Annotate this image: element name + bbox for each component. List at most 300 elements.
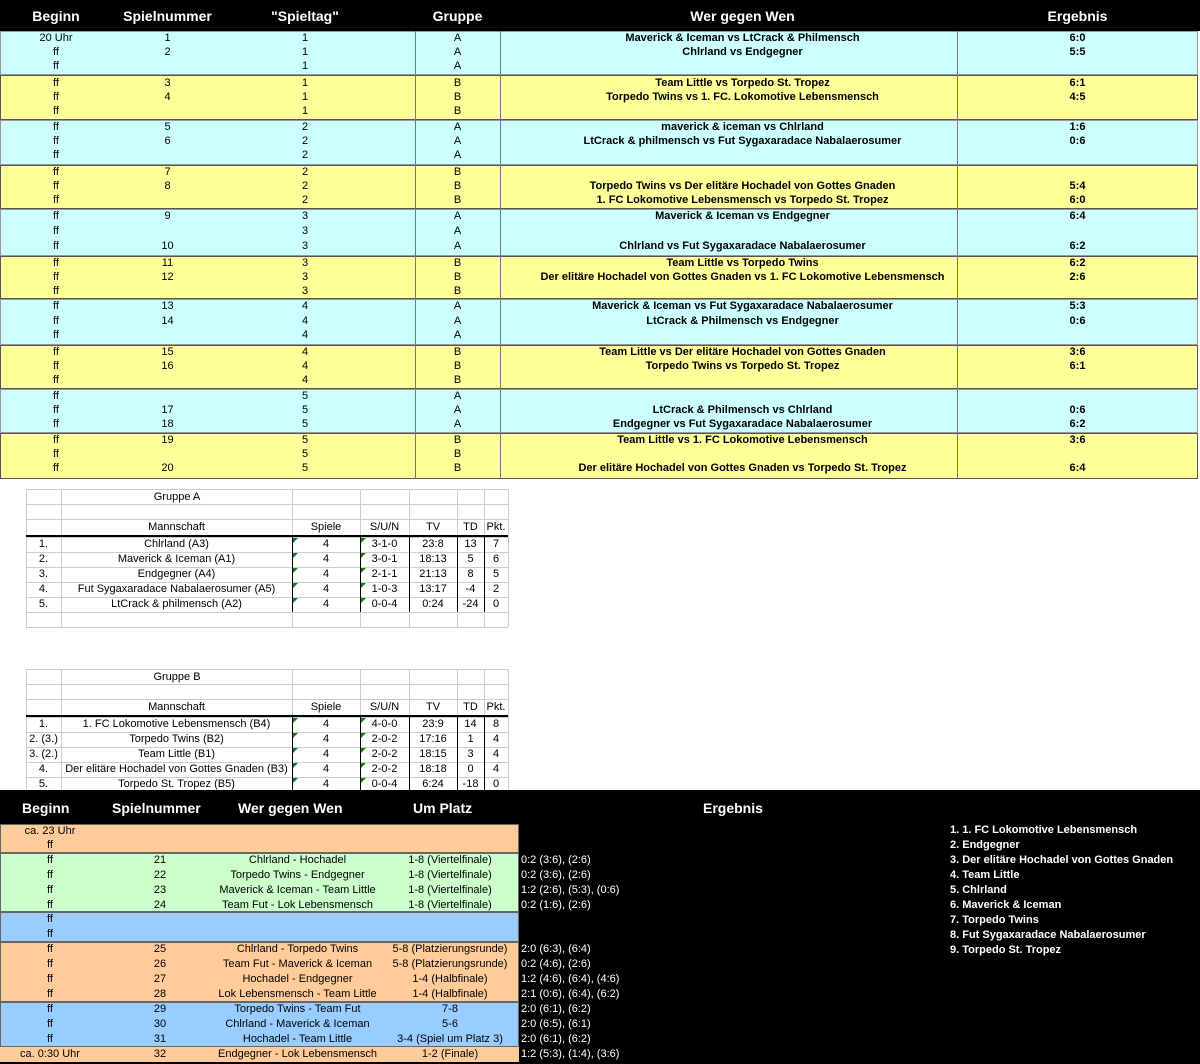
cell-beginn: ff (53, 300, 59, 312)
cell-spieltag: 1 (301, 77, 309, 89)
cell-beginn: ff (53, 180, 59, 192)
cell-matchup: LtCrack & Philmensch vs Chlrland (652, 404, 833, 416)
cell-spieltag: 5 (301, 434, 309, 446)
cell-gruppe: A (453, 418, 462, 430)
po-header-ergebnis: Ergebnis (703, 800, 763, 816)
standings-cell: Maverick & Iceman (A1) (117, 553, 236, 565)
standings-cell: 4 (492, 733, 500, 745)
cell-ergebnis: 3:6 (1069, 434, 1086, 446)
standings-cell: 4 (322, 568, 330, 580)
cell-matchup: 1. FC Lokomotive Lebensmensch vs Torpedo St. Tropez (596, 194, 889, 206)
po-header-platz: Um Platz (413, 800, 473, 816)
cell-spielnummer: 7 (164, 166, 171, 178)
standings-cell: 4 (322, 718, 330, 730)
standings-cell: 6:24 (422, 778, 444, 790)
cell-spielnummer: 16 (161, 360, 174, 372)
cell-spielnummer: 11 (161, 257, 174, 269)
playoff-result: 2:0 (6:1), (6:2) (521, 1003, 591, 1015)
cell-matchup: Chlrland vs Endgegner (682, 46, 803, 58)
playoff-result: 2:1 (0:6), (6:4), (6:2) (521, 988, 620, 1000)
cell-beginn: ff (47, 973, 53, 985)
schedule-row (0, 59, 1200, 74)
cell-spieltag: 3 (301, 210, 309, 222)
cell-matchup: Torpedo Twins vs 1. FC. Lokomotive Lebensmensch (606, 91, 879, 103)
cell-beginn: ff (53, 240, 59, 252)
standings-cell: Der elitäre Hochadel von Gottes Gnaden (B3) (65, 763, 288, 775)
cell-spieltag: 4 (301, 360, 309, 372)
cell-matchup: LtCrack & philmensch vs Fut Sygaxaradace Nabalaerosumer (583, 135, 902, 147)
standings-cell: 0 (492, 778, 500, 790)
cell-beginn: ff (53, 257, 59, 269)
cell-spieltag: 1 (301, 32, 309, 44)
cell-spielnummer: 32 (153, 1048, 167, 1060)
standings-cell: Endgegner (A4) (137, 568, 216, 580)
cell-gruppe: B (453, 180, 462, 192)
cell-gruppe: B (453, 374, 462, 386)
cell-spielnummer: 17 (161, 404, 174, 416)
schedule-row (0, 389, 1200, 404)
standings-col-header: Mannschaft (148, 701, 205, 713)
cell-beginn: ff (53, 135, 59, 147)
cell-spieltag: 4 (301, 374, 309, 386)
comment-marker (293, 583, 298, 588)
schedule-row (0, 165, 1200, 180)
cell-beginn: ff (47, 928, 53, 940)
standings-cell: 3-1-0 (371, 538, 398, 550)
standings-col-header: Mannschaft (148, 521, 205, 533)
playoff-row (0, 1047, 519, 1062)
cell-matchup: Team Fut - Lok Lebensmensch (221, 899, 374, 911)
comment-marker (361, 748, 366, 753)
cell-ergebnis: 0:6 (1069, 315, 1086, 327)
schedule-row (0, 193, 1200, 208)
cell-ergebnis: 0:6 (1069, 135, 1086, 147)
schedule-row (0, 239, 1200, 254)
schedule-row (0, 31, 1200, 46)
ranking-entry: 4. Team Little (950, 869, 1020, 881)
cell-beginn: ff (53, 434, 59, 446)
standings-cell: 4 (322, 583, 330, 595)
playoff-result: 0:2 (3:6), (2:6) (521, 869, 591, 881)
cell-ergebnis: 0:6 (1069, 404, 1086, 416)
cell-spielnummer: 23 (153, 884, 167, 896)
group-title: Gruppe A (153, 491, 201, 503)
cell-matchup: Der elitäre Hochadel von Gottes Gnaden vs 1. FC Lokomotive Lebensmensch (540, 271, 945, 283)
cell-gruppe: A (453, 210, 462, 222)
comment-marker (361, 733, 366, 738)
cell-spielnummer: 12 (161, 271, 174, 283)
comment-marker (293, 538, 298, 543)
cell-spieltag: 3 (301, 271, 309, 283)
schedule-row (0, 403, 1200, 418)
standings-cell: 13:17 (419, 583, 447, 595)
cell-spielnummer: 26 (153, 958, 167, 970)
playoff-result: 2:0 (6:1), (6:2) (521, 1033, 591, 1045)
col-header-spielnummer: Spielnummer (123, 8, 212, 24)
cell-beginn: ca. 23 Uhr (24, 825, 76, 837)
po-header-matchup: Wer gegen Wen (238, 800, 343, 816)
gridline (26, 627, 508, 628)
standings-cell: 3. (38, 568, 49, 580)
cell-ergebnis: 2:6 (1069, 271, 1086, 283)
schedule-row (0, 256, 1200, 271)
schedule-row (0, 359, 1200, 374)
cell-gruppe: B (453, 462, 462, 474)
schedule-row (0, 270, 1200, 285)
standings-cell: 8 (467, 568, 474, 580)
standings-cell: Team Little (B1) (137, 748, 216, 760)
standings-row (26, 552, 508, 567)
standings-cell: 1. FC Lokomotive Lebensmensch (B4) (82, 718, 271, 730)
cell-spielnummer: 1 (164, 32, 171, 44)
cell-beginn: ff (53, 285, 59, 297)
schedule-row (0, 104, 1200, 119)
cell-matchup: Chlrland vs Fut Sygaxaradace Nabalaerosumer (619, 240, 866, 252)
cell-matchup: Torpedo Twins - Team Fut (234, 1003, 361, 1015)
standings-cell: 3-0-1 (371, 553, 398, 565)
cell-spieltag: 2 (301, 194, 309, 206)
cell-spielnummer: 24 (153, 899, 167, 911)
cell-gruppe: B (453, 105, 462, 117)
cell-beginn: ff (53, 121, 59, 133)
standings-col-header: TD (463, 521, 478, 533)
schedule-row (0, 299, 1200, 314)
schedule-row (0, 148, 1200, 163)
standings-cell: 0 (467, 763, 474, 775)
col-header-beginn: Beginn (32, 8, 80, 24)
po-header-spielnummer: Spielnummer (112, 800, 201, 816)
comment-marker (361, 598, 366, 603)
cell-gruppe: A (453, 315, 462, 327)
cell-spielnummer: 21 (153, 854, 167, 866)
cell-spielnummer: 29 (153, 1003, 167, 1015)
cell-matchup: Team Fut - Maverick & Iceman (222, 958, 373, 970)
gridline (26, 489, 508, 490)
standings-cell: 23:9 (422, 718, 444, 730)
cell-ergebnis: 6:2 (1069, 418, 1086, 430)
cell-ergebnis: 5:3 (1069, 300, 1086, 312)
standings-cell: -4 (465, 583, 476, 595)
cell-gruppe: B (453, 448, 462, 460)
cell-beginn: ff (47, 1033, 53, 1045)
cell-platz: 3-4 (Spiel um Platz 3) (397, 1033, 503, 1045)
cell-beginn: ca. 0:30 Uhr (20, 1048, 80, 1060)
cell-beginn: ff (53, 271, 59, 283)
cell-platz: 1-4 (Halbfinale) (412, 988, 488, 1000)
cell-beginn: ff (53, 346, 59, 358)
comment-marker (361, 538, 366, 543)
comment-marker (293, 733, 298, 738)
ranking-entry: 1. 1. FC Lokomotive Lebensmensch (950, 824, 1138, 836)
standings-cell: 17:16 (419, 733, 447, 745)
standings-cell: 4. (38, 583, 49, 595)
standings-cell: 13 (464, 538, 477, 550)
standings-cell: 2-0-2 (371, 733, 398, 745)
cell-matchup: Lok Lebensmensch - Team Little (218, 988, 377, 1000)
standings-cell: 3 (467, 748, 474, 760)
cell-spieltag: 4 (301, 300, 309, 312)
comment-marker (293, 598, 298, 603)
playoff-result: 1:2 (4:6), (6:4), (4:6) (521, 973, 620, 985)
cell-beginn: ff (53, 60, 59, 72)
gridline (26, 684, 508, 685)
schedule-row (0, 314, 1200, 329)
schedule-row (0, 328, 1200, 343)
schedule-row (0, 120, 1200, 135)
cell-matchup: Torpedo Twins - Endgegner (230, 869, 365, 881)
cell-spielnummer: 8 (164, 180, 171, 192)
cell-beginn: ff (47, 913, 53, 925)
playoff-result: 1:2 (5:3), (1:4), (3:6) (521, 1048, 620, 1060)
standings-cell: 4 (322, 598, 330, 610)
schedule-row (0, 134, 1200, 149)
cell-spielnummer: 20 (161, 462, 174, 474)
gridline (26, 669, 508, 670)
schedule-row (0, 417, 1200, 432)
cell-matchup: Chlrland - Maverick & Iceman (225, 1018, 370, 1030)
standings-header-row (26, 700, 508, 715)
cell-matchup: Hochadel - Endgegner (242, 973, 353, 985)
cell-spieltag: 5 (301, 448, 309, 460)
col-header-matchup: Wer gegen Wen (690, 8, 795, 24)
cell-ergebnis: 6:0 (1069, 194, 1086, 206)
standings-cell: Torpedo St. Tropez (B5) (118, 778, 235, 790)
cell-spieltag: 4 (301, 315, 309, 327)
cell-platz: 7-8 (442, 1003, 458, 1015)
cell-beginn: ff (53, 91, 59, 103)
standings-row (26, 717, 508, 732)
ranking-entry: 3. Der elitäre Hochadel von Gottes Gnaden (950, 854, 1174, 866)
cell-matchup: Chlrland - Torpedo Twins (236, 943, 359, 955)
cell-spielnummer: 19 (161, 434, 174, 446)
cell-matchup: Maverick & Iceman vs LtCrack & Philmensch (625, 32, 860, 44)
standings-cell: 4 (492, 748, 500, 760)
cell-matchup: maverick & iceman vs Chlrland (661, 121, 824, 133)
cell-platz: 5-6 (442, 1018, 458, 1030)
cell-ergebnis: 6:1 (1069, 360, 1086, 372)
playoff-result: 0:2 (3:6), (2:6) (521, 854, 591, 866)
cell-beginn: ff (53, 448, 59, 460)
cell-spielnummer: 25 (153, 943, 167, 955)
cell-spielnummer: 27 (153, 973, 167, 985)
playoff-result: 0:2 (1:6), (2:6) (521, 899, 591, 911)
cell-spielnummer: 2 (164, 46, 171, 58)
cell-gruppe: B (453, 285, 462, 297)
col-header-gruppe: Gruppe (432, 8, 483, 24)
schedule-row (0, 209, 1200, 224)
cell-beginn: ff (53, 225, 59, 237)
cell-spieltag: 3 (301, 285, 309, 297)
cell-spielnummer: 18 (161, 418, 174, 430)
standings-cell: -24 (462, 598, 479, 610)
cell-gruppe: B (453, 346, 462, 358)
cell-spielnummer: 31 (153, 1033, 167, 1045)
cell-gruppe: B (453, 194, 462, 206)
playoff-block-border (0, 824, 519, 853)
cell-spieltag: 3 (301, 225, 309, 237)
cell-matchup: Maverick & Iceman vs Fut Sygaxaradace Nabalaerosumer (592, 300, 893, 312)
comment-marker (361, 778, 366, 783)
standings-cell: 18:13 (419, 553, 447, 565)
comment-marker (361, 583, 366, 588)
standings-cell: 1 (467, 733, 474, 745)
standings-cell: 4 (322, 763, 330, 775)
cell-gruppe: A (453, 329, 462, 341)
cell-beginn: ff (53, 315, 59, 327)
standings-cell: 21:13 (419, 568, 447, 580)
cell-spieltag: 3 (301, 257, 309, 269)
comment-marker (361, 553, 366, 558)
schedule-header (0, 0, 1200, 31)
cell-spieltag: 5 (301, 418, 309, 430)
cell-beginn: ff (47, 854, 53, 866)
cell-spielnummer: 15 (161, 346, 174, 358)
cell-platz: 1-4 (Halbfinale) (412, 973, 488, 985)
standings-cell: 18:15 (419, 748, 447, 760)
cell-spieltag: 2 (301, 149, 309, 161)
standings-col-header: TV (425, 521, 441, 533)
schedule-row (0, 447, 1200, 462)
cell-beginn: ff (53, 166, 59, 178)
cell-beginn: ff (47, 943, 53, 955)
cell-matchup: Team Little vs Der elitäre Hochadel von Gottes Gnaden (599, 346, 886, 358)
schedule-row (0, 45, 1200, 60)
cell-ergebnis: 6:4 (1069, 462, 1086, 474)
standings-cell: 2-1-1 (371, 568, 398, 580)
cell-spieltag: 1 (301, 91, 309, 103)
standings-row (26, 597, 508, 612)
cell-matchup: Endgegner - Lok Lebensmensch (218, 1048, 377, 1060)
cell-beginn: ff (47, 839, 53, 851)
cell-matchup: Torpedo Twins vs Torpedo St. Tropez (645, 360, 840, 372)
comment-marker (293, 553, 298, 558)
standings-row (26, 537, 508, 552)
ranking-entry: 5. Chlrland (950, 884, 1007, 896)
cell-spielnummer: 4 (164, 91, 171, 103)
cell-beginn: ff (53, 46, 59, 58)
schedule-row (0, 179, 1200, 194)
cell-gruppe: A (453, 390, 462, 402)
comment-marker (361, 568, 366, 573)
standings-cell: 8 (492, 718, 500, 730)
cell-beginn: ff (53, 210, 59, 222)
cell-platz: 1-8 (Viertelfinale) (408, 884, 492, 896)
cell-matchup: Team Little vs Torpedo St. Tropez (655, 77, 830, 89)
cell-gruppe: B (453, 91, 462, 103)
cell-spieltag: 1 (301, 46, 309, 58)
standings-cell: LtCrack & philmensch (A2) (111, 598, 242, 610)
cell-matchup: Maverick & Iceman - Team Little (219, 884, 376, 896)
playoff-block-border (0, 1002, 519, 1047)
standings-cell: 18:18 (419, 763, 447, 775)
comment-marker (361, 763, 366, 768)
cell-beginn: ff (47, 1003, 53, 1015)
cell-beginn: 20 Uhr (39, 32, 73, 44)
schedule-row (0, 90, 1200, 105)
cell-spieltag: 1 (301, 105, 309, 117)
cell-spielnummer: 13 (161, 300, 174, 312)
standings-cell: 4 (322, 538, 330, 550)
standings-cell: Fut Sygaxaradace Nabalaerosumer (A5) (77, 583, 276, 595)
cell-gruppe: A (453, 300, 462, 312)
standings-cell: 6 (492, 553, 500, 565)
cell-platz: 5-8 (Platzierungsrunde) (392, 943, 508, 955)
cell-ergebnis: 3:6 (1069, 346, 1086, 358)
cell-beginn: ff (53, 149, 59, 161)
standings-cell: Chlrland (A3) (144, 538, 209, 550)
standings-cell: 4 (322, 553, 330, 565)
standings-cell: 4 (322, 733, 330, 745)
cell-gruppe: A (453, 240, 462, 252)
standings-cell: 4 (492, 763, 500, 775)
standings-cell: 1. (38, 718, 49, 730)
playoff-result: 0:2 (4:6), (2:6) (521, 958, 591, 970)
standings-col-header: Spiele (310, 521, 342, 533)
cell-matchup: Endgegner vs Fut Sygaxaradace Nabalaerosumer (612, 418, 873, 430)
ranking-entry: 7. Torpedo Twins (950, 914, 1039, 926)
schedule-row (0, 433, 1200, 448)
cell-beginn: ff (53, 329, 59, 341)
cell-spielnummer: 28 (153, 988, 167, 1000)
standings-cell: 4. (38, 763, 49, 775)
cell-spieltag: 5 (301, 404, 309, 416)
cell-beginn: ff (53, 374, 59, 386)
cell-beginn: ff (53, 77, 59, 89)
cell-gruppe: A (453, 32, 462, 44)
standings-row (26, 747, 508, 762)
cell-matchup: Team Little vs 1. FC Lokomotive Lebensmensch (617, 434, 868, 446)
standings-row (26, 732, 508, 747)
cell-beginn: ff (53, 390, 59, 402)
cell-beginn: ff (53, 194, 59, 206)
cell-spieltag: 3 (301, 240, 309, 252)
standings-row (26, 582, 508, 597)
standings-cell: 2. (3.) (29, 733, 58, 745)
standings-col-header: Pkt. (486, 701, 506, 713)
cell-spieltag: 4 (301, 329, 309, 341)
cell-spielnummer: 6 (164, 135, 171, 147)
cell-gruppe: B (453, 360, 462, 372)
gridline (26, 612, 508, 613)
cell-platz: 1-8 (Viertelfinale) (408, 899, 492, 911)
standings-cell: 3. (2.) (29, 748, 58, 760)
schedule-row (0, 461, 1200, 476)
cell-spieltag: 1 (301, 60, 309, 72)
standings-cell: -18 (462, 778, 479, 790)
cell-platz: 5-8 (Platzierungsrunde) (392, 958, 508, 970)
cell-matchup: Torpedo Twins vs Der elitäre Hochadel von Gottes Gnaden (589, 180, 896, 192)
standings-cell: 2 (492, 583, 500, 595)
standings-col-header: Spiele (310, 701, 342, 713)
cell-spielnummer: 22 (153, 869, 167, 881)
cell-spielnummer: 14 (161, 315, 174, 327)
cell-platz: 1-2 (Finale) (421, 1048, 479, 1060)
col-header-ergebnis: Ergebnis (1047, 8, 1108, 24)
cell-beginn: ff (47, 988, 53, 1000)
cell-ergebnis: 6:2 (1069, 257, 1086, 269)
cell-gruppe: B (453, 271, 462, 283)
gridline (26, 504, 508, 505)
comment-marker (293, 763, 298, 768)
cell-ergebnis: 5:5 (1069, 46, 1086, 58)
cell-platz: 1-8 (Viertelfinale) (408, 854, 492, 866)
cell-gruppe: B (453, 257, 462, 269)
cell-ergebnis: 6:2 (1069, 240, 1086, 252)
schedule-row (0, 224, 1200, 239)
cell-spielnummer: 3 (164, 77, 171, 89)
standings-cell: 4 (322, 778, 330, 790)
cell-beginn: ff (53, 462, 59, 474)
